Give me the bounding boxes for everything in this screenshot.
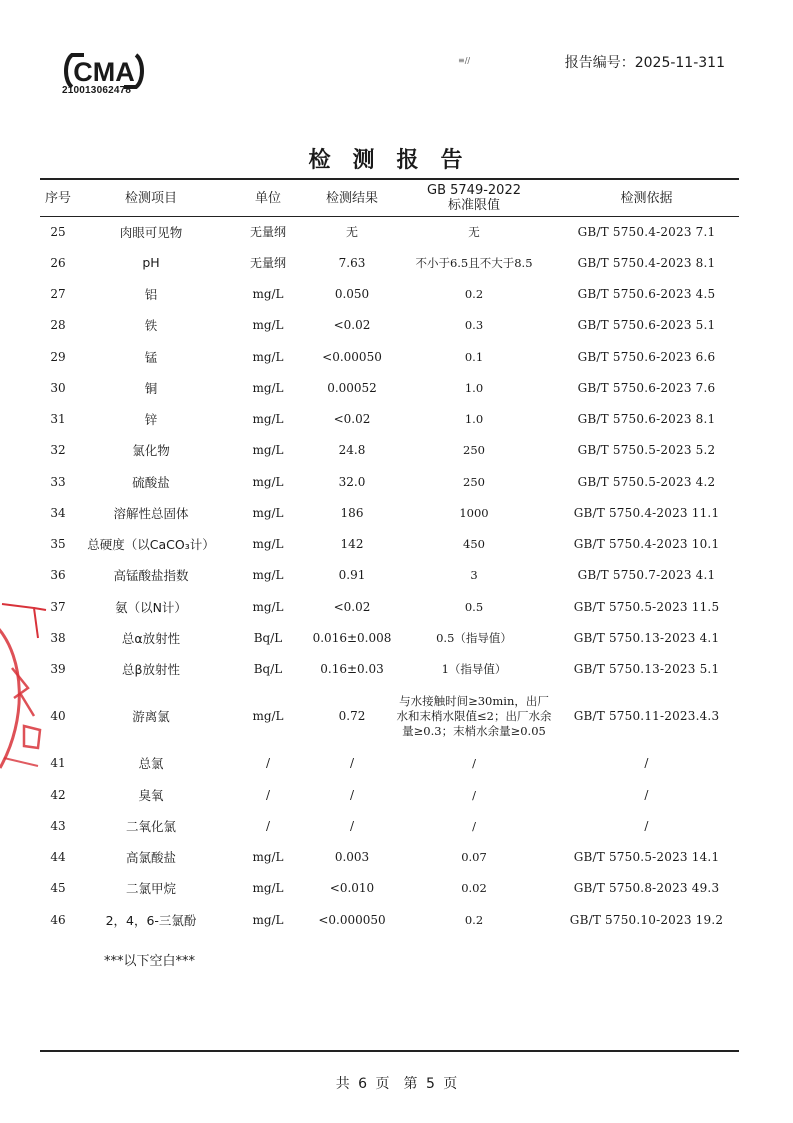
table-row: [40, 372, 739, 403]
cell-unit: mg/L: [252, 912, 284, 927]
cell-result: /: [349, 756, 355, 771]
cell-item: 2，4，6-三氯酚: [105, 912, 197, 928]
cell-no: 36: [50, 568, 66, 583]
cell-item: 锌: [144, 412, 158, 428]
col-standard-code: GB 5749-2022: [427, 183, 521, 198]
cell-no: 39: [50, 662, 66, 677]
cell-limit: 0.3: [464, 318, 484, 333]
cell-no: 29: [50, 349, 66, 364]
col-item: 检测项目: [124, 190, 177, 206]
cell-basis: GB/T 5750.8-2023 49.3: [573, 881, 720, 896]
cell-result: 0.050: [334, 287, 370, 302]
cell-unit: /: [265, 787, 271, 802]
end-note: ***以下空白***: [104, 954, 196, 969]
cell-no: 34: [50, 505, 66, 520]
cell-result: <0.000050: [318, 912, 386, 927]
cell-limit: 不小于6.5且不大于8.5: [415, 255, 533, 270]
table-row: [40, 748, 739, 779]
cell-no: 43: [50, 818, 66, 833]
cell-limit: 0.07: [461, 850, 487, 865]
cell-limit: 3: [470, 568, 478, 583]
col-unit: 单位: [254, 190, 281, 206]
cell-no: 38: [50, 630, 66, 645]
cell-limit: 1.0: [464, 412, 484, 427]
table-row: [40, 560, 739, 591]
cell-basis: GB/T 5750.4-2023 7.1: [577, 224, 716, 239]
cell-no: 30: [50, 380, 66, 395]
cell-basis: GB/T 5750.5-2023 11.5: [573, 599, 720, 614]
cell-item: 高氯酸盐: [125, 850, 176, 866]
cell-no: 25: [50, 224, 66, 239]
cell-unit: /: [265, 818, 271, 833]
cell-item: 总硬度（以CaCO₃计）: [87, 537, 215, 553]
cell-result: <0.02: [333, 599, 371, 614]
cell-unit: mg/L: [252, 287, 284, 302]
cell-limit: 1.0: [464, 380, 484, 395]
cell-item: 总α放射性: [121, 630, 181, 646]
cell-result: 0.16±0.03: [320, 662, 384, 677]
cell-basis: GB/T 5750.6-2023 5.1: [577, 318, 716, 333]
cell-basis: GB/T 5750.4-2023 10.1: [573, 537, 720, 552]
cell-result: /: [349, 787, 355, 802]
cell-unit: 无量纲: [249, 256, 286, 271]
report-number: 报告编号：2025-11-311: [564, 55, 725, 71]
cell-limit: 250: [463, 474, 485, 489]
col-no: 序号: [44, 190, 71, 206]
cell-limit: /: [472, 787, 476, 802]
cell-result: 142: [340, 537, 364, 552]
table-row: [40, 247, 739, 278]
cell-unit: mg/L: [252, 443, 284, 458]
scan-mark: ≡//: [458, 56, 471, 65]
cell-result: 无: [345, 225, 358, 240]
cell-item: 锰: [144, 349, 158, 365]
cell-limit: 0.5: [464, 599, 484, 614]
results-table: [40, 180, 739, 935]
cell-limit: 0.1: [464, 349, 484, 364]
cell-basis: GB/T 5750.10-2023 19.2: [569, 912, 724, 927]
cell-item: 铁: [144, 318, 158, 334]
cell-item: 氯化物: [132, 443, 170, 459]
cell-item: 二氧化氯: [125, 818, 176, 834]
cell-item: 铜: [144, 380, 158, 396]
cell-unit: mg/L: [252, 380, 284, 395]
cell-unit: mg/L: [252, 505, 284, 520]
cma-letters: CMA: [73, 57, 135, 87]
cell-item: 高锰酸盐指数: [113, 568, 189, 584]
cell-basis: GB/T 5750.4-2023 11.1: [573, 505, 720, 520]
cell-limit: /: [472, 756, 476, 771]
cell-unit: mg/L: [252, 474, 284, 489]
table-row: [40, 591, 739, 622]
cell-no: 44: [50, 850, 66, 865]
cell-basis: GB/T 5750.5-2023 14.1: [573, 850, 720, 865]
col-basis: 检测依据: [620, 190, 673, 206]
cell-result: 0.016±0.008: [312, 630, 392, 645]
cell-basis: /: [644, 787, 649, 802]
table-row: [40, 873, 739, 904]
cell-limit: /: [472, 818, 476, 833]
cell-no: 40: [50, 709, 66, 724]
cell-result: <0.00050: [322, 349, 382, 364]
table-row: [40, 497, 739, 528]
cell-item: pH: [142, 255, 160, 271]
cell-limit: 450: [463, 537, 485, 552]
table-row: [40, 404, 739, 435]
cell-no: 31: [50, 412, 66, 427]
cell-result: 0.003: [334, 850, 370, 865]
col-standard-label: 标准限值: [447, 198, 500, 213]
cell-basis: GB/T 5750.13-2023 5.1: [573, 662, 720, 677]
table-row: [40, 310, 739, 341]
cell-unit: mg/L: [252, 709, 284, 724]
cell-unit: mg/L: [252, 881, 284, 896]
cell-result: /: [349, 818, 355, 833]
cell-unit: Bq/L: [253, 662, 283, 677]
cell-item: 铝: [144, 287, 158, 303]
cell-limit: 250: [463, 443, 485, 458]
cell-result: 0.91: [338, 568, 366, 583]
cell-no: 37: [50, 599, 66, 614]
cell-unit: mg/L: [252, 568, 284, 583]
cell-result: 186: [340, 505, 364, 520]
cell-basis: GB/T 5750.13-2023 4.1: [573, 630, 720, 645]
cell-unit: mg/L: [252, 318, 284, 333]
cell-item: 氨（以N计）: [115, 599, 187, 615]
table-row: [40, 279, 739, 310]
cell-result: <0.010: [329, 881, 375, 896]
cell-item: 二氯甲烷: [125, 881, 176, 897]
cell-limit: 无: [468, 224, 480, 239]
table-row: [40, 685, 739, 748]
cell-result: 7.63: [338, 255, 366, 270]
cell-item: 肉眼可见物: [119, 224, 183, 240]
table-row: [40, 810, 739, 841]
cell-unit: mg/L: [252, 349, 284, 364]
cell-no: 35: [50, 537, 66, 552]
cell-basis: /: [644, 818, 649, 833]
cell-result: 32.0: [338, 474, 366, 489]
cell-limit: 0.2: [464, 912, 484, 927]
cell-basis: GB/T 5750.6-2023 6.6: [577, 349, 716, 364]
table-row: [40, 341, 739, 372]
cell-basis: GB/T 5750.6-2023 4.5: [577, 287, 716, 302]
cell-basis: GB/T 5750.11-2023.4.3: [573, 709, 720, 724]
cell-limit: 1000: [459, 505, 489, 520]
table-row: [40, 466, 739, 497]
page-title: 检测报告: [308, 148, 485, 173]
cell-result: <0.02: [333, 412, 371, 427]
cell-item: 总β放射性: [122, 662, 180, 678]
cell-no: 42: [50, 787, 66, 802]
cell-result: 0.72: [338, 709, 366, 724]
cell-result: <0.02: [333, 318, 371, 333]
cell-unit: mg/L: [252, 537, 284, 552]
cell-limit: 1（指导值）: [441, 662, 507, 677]
col-result: 检测结果: [325, 190, 378, 206]
table-row: [40, 904, 739, 935]
table-header-row: [40, 180, 739, 216]
footer-rule: [40, 1050, 739, 1052]
cell-item: 溶解性总固体: [113, 505, 189, 521]
cell-unit: 无量纲: [249, 225, 286, 240]
cell-basis: GB/T 5750.6-2023 7.6: [577, 380, 716, 395]
cell-limit: 0.5（指导值）: [436, 630, 512, 645]
cell-basis: GB/T 5750.5-2023 5.2: [577, 443, 716, 458]
page-indicator: 共 6 页 第 5 页: [335, 1076, 458, 1092]
cell-limit: 0.02: [461, 881, 487, 896]
cell-basis: GB/T 5750.4-2023 8.1: [577, 255, 716, 270]
cell-no: 27: [50, 287, 66, 302]
cell-no: 28: [50, 318, 66, 333]
table-row: [40, 529, 739, 560]
cell-no: 32: [50, 443, 66, 458]
cell-unit: /: [265, 756, 271, 771]
cell-no: 33: [50, 474, 66, 489]
cell-unit: mg/L: [252, 850, 284, 865]
cell-limit: 0.2: [464, 287, 484, 302]
col-standard: [394, 180, 554, 216]
cell-no: 41: [50, 756, 66, 771]
cell-unit: mg/L: [252, 599, 284, 614]
table-row: [40, 654, 739, 685]
inspection-seal: [0, 598, 50, 778]
cell-result: 24.8: [338, 443, 366, 458]
cell-no: 26: [50, 255, 66, 270]
cell-unit: Bq/L: [253, 630, 283, 645]
cell-no: 46: [50, 912, 66, 927]
cma-number: 210013062478: [62, 85, 132, 96]
table-row: [40, 842, 739, 873]
cell-limit: 与水接触时间≥30min，出厂水和末梢水限值≤2；出厂水余量≥0.3；末梢水余量≥0.05: [396, 693, 552, 738]
table-row: [40, 435, 739, 466]
cell-basis: GB/T 5750.6-2023 8.1: [577, 412, 716, 427]
cell-item: 臭氧: [138, 787, 164, 803]
table-row: [40, 216, 739, 247]
table-row: [40, 779, 739, 810]
cell-item: 硫酸盐: [132, 474, 170, 490]
cell-item: 游离氯: [132, 709, 170, 725]
cell-no: 45: [50, 881, 66, 896]
cell-basis: GB/T 5750.5-2023 4.2: [577, 474, 716, 489]
cell-basis: GB/T 5750.7-2023 4.1: [577, 568, 716, 583]
cell-unit: mg/L: [252, 412, 284, 427]
table-row: [40, 622, 739, 653]
cell-item: 总氯: [138, 756, 164, 772]
cell-basis: /: [644, 756, 649, 771]
cell-result: 0.00052: [327, 380, 377, 395]
